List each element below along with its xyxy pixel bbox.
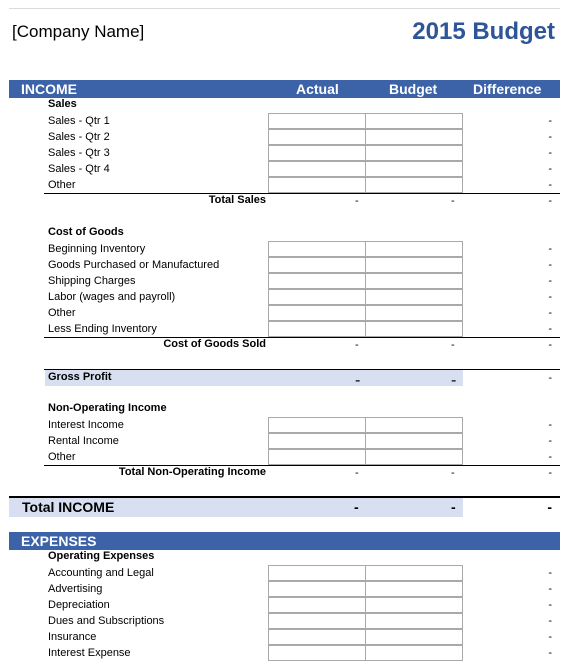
difference-value: -	[548, 435, 552, 447]
section-title: Sales	[48, 98, 77, 110]
actual-value: -	[355, 467, 359, 479]
line-item-label: Advertising	[48, 583, 103, 595]
actual-input-cell[interactable]	[268, 257, 366, 273]
line-item-label: Depreciation	[48, 599, 110, 611]
section-header-sales	[0, 97, 571, 113]
income-heading: INCOME	[21, 81, 77, 97]
section-title: Cost of Goods	[48, 226, 124, 238]
section-header-cogs	[0, 225, 571, 241]
gross-profit-label: Gross Profit	[48, 371, 112, 383]
total-income-label: Total INCOME	[22, 499, 115, 515]
line-item-row	[0, 241, 571, 257]
budget-value: -	[451, 195, 455, 207]
actual-value: -	[355, 195, 359, 207]
line-item-row	[0, 565, 571, 581]
line-item-label: Sales - Qtr 3	[48, 147, 110, 159]
difference-value: -	[548, 583, 552, 595]
difference-value: -	[548, 467, 552, 479]
line-item-row	[0, 321, 571, 337]
total-cogs-row	[0, 337, 571, 353]
total-income-difference: -	[547, 499, 552, 515]
line-item-row	[0, 273, 571, 289]
budget-input-cell[interactable]	[365, 273, 463, 289]
top-border	[9, 8, 560, 9]
difference-value: -	[548, 419, 552, 431]
difference-value: -	[548, 323, 552, 335]
total-label: Cost of Goods Sold	[163, 338, 266, 350]
line-item-label: Interest Income	[48, 419, 124, 431]
line-item-row	[0, 629, 571, 645]
actual-input-cell[interactable]	[268, 145, 366, 161]
actual-input-cell[interactable]	[268, 581, 366, 597]
total-label: Total Sales	[208, 194, 266, 206]
line-item-label: Beginning Inventory	[48, 243, 146, 255]
budget-input-cell[interactable]	[365, 629, 463, 645]
line-item-label: Other	[48, 307, 76, 319]
line-item-row	[0, 449, 571, 465]
line-item-row	[0, 305, 571, 321]
difference-value: -	[548, 195, 552, 207]
budget-input-cell[interactable]	[365, 113, 463, 129]
budget-input-cell[interactable]	[365, 449, 463, 465]
actual-input-cell[interactable]	[268, 289, 366, 305]
budget-input-cell[interactable]	[365, 417, 463, 433]
budget-input-cell[interactable]	[365, 305, 463, 321]
difference-value: -	[548, 307, 552, 319]
actual-input-cell[interactable]	[268, 321, 366, 337]
actual-input-cell[interactable]	[268, 565, 366, 581]
line-item-label: Interest Expense	[48, 647, 131, 659]
section-header-operating	[0, 549, 571, 565]
section-title: Operating Expenses	[48, 550, 155, 562]
difference-value: -	[548, 115, 552, 127]
section-title: Non-Operating Income	[48, 402, 167, 414]
actual-input-cell[interactable]	[268, 161, 366, 177]
line-item-label: Insurance	[48, 631, 97, 643]
line-item-label: Goods Purchased or Manufactured	[48, 259, 220, 271]
budget-input-cell[interactable]	[365, 597, 463, 613]
difference-value: -	[548, 291, 552, 303]
actual-input-cell[interactable]	[268, 241, 366, 257]
line-item-row	[0, 145, 571, 161]
difference-value: -	[548, 179, 552, 191]
actual-input-cell[interactable]	[268, 629, 366, 645]
difference-value: -	[548, 599, 552, 611]
budget-input-cell[interactable]	[365, 161, 463, 177]
total-income-row	[9, 498, 463, 517]
line-item-row	[0, 581, 571, 597]
actual-input-cell[interactable]	[268, 305, 366, 321]
line-item-row	[0, 113, 571, 129]
difference-value: -	[548, 275, 552, 287]
line-item-row	[0, 177, 571, 193]
total-sales-row	[0, 193, 571, 209]
line-item-row	[0, 597, 571, 613]
line-item-label: Shipping Charges	[48, 275, 136, 287]
actual-column-header: Actual	[296, 81, 339, 97]
line-item-label: Less Ending Inventory	[48, 323, 157, 335]
line-item-row	[0, 645, 571, 661]
line-item-row	[0, 129, 571, 145]
actual-input-cell[interactable]	[268, 645, 366, 661]
difference-value: -	[548, 372, 552, 384]
difference-value: -	[548, 163, 552, 175]
actual-input-cell[interactable]	[268, 417, 366, 433]
budget-input-cell[interactable]	[365, 581, 463, 597]
difference-value: -	[548, 339, 552, 351]
expenses-heading: EXPENSES	[21, 533, 97, 549]
expenses-header-band	[9, 532, 560, 550]
budget-value: -	[451, 339, 455, 351]
gross-profit-difference	[0, 370, 571, 386]
actual-input-cell[interactable]	[268, 433, 366, 449]
total-non-operating-row	[0, 465, 571, 481]
line-item-label: Rental Income	[48, 435, 119, 447]
difference-value: -	[548, 615, 552, 627]
line-item-label: Accounting and Legal	[48, 567, 154, 579]
budget-input-cell[interactable]	[365, 145, 463, 161]
actual-input-cell[interactable]	[268, 613, 366, 629]
budget-value: -	[451, 372, 457, 389]
line-item-row	[0, 433, 571, 449]
actual-input-cell[interactable]	[268, 113, 366, 129]
line-item-label: Labor (wages and payroll)	[48, 291, 176, 303]
budget-input-cell[interactable]	[365, 289, 463, 305]
budget-input-cell[interactable]	[365, 177, 463, 193]
section-header-non-operating	[0, 401, 571, 417]
actual-input-cell[interactable]	[268, 177, 366, 193]
budget-input-cell[interactable]	[365, 129, 463, 145]
line-item-row	[0, 289, 571, 305]
difference-value: -	[548, 243, 552, 255]
company-name[interactable]: [Company Name]	[12, 22, 145, 41]
page-title: 2015 Budget	[412, 18, 555, 45]
difference-value: -	[548, 567, 552, 579]
difference-value: -	[548, 259, 552, 271]
line-item-row	[0, 613, 571, 629]
actual-input-cell[interactable]	[268, 273, 366, 289]
difference-value: -	[548, 131, 552, 143]
line-item-row	[0, 417, 571, 433]
total-label: Total Non-Operating Income	[118, 466, 266, 478]
budget-input-cell[interactable]	[365, 241, 463, 257]
budget-column-header: Budget	[389, 81, 438, 97]
actual-value: -	[355, 372, 361, 389]
difference-value: -	[548, 147, 552, 159]
budget-value: -	[451, 499, 456, 515]
actual-value: -	[355, 339, 359, 351]
actual-value: -	[354, 499, 359, 515]
actual-input-cell[interactable]	[268, 597, 366, 613]
budget-value: -	[451, 467, 455, 479]
income-header-band	[9, 80, 560, 98]
difference-value: -	[548, 647, 552, 659]
budget-input-cell[interactable]	[365, 613, 463, 629]
difference-value: -	[548, 451, 552, 463]
line-item-label: Other	[48, 179, 76, 191]
budget-input-cell[interactable]	[365, 645, 463, 661]
line-item-row	[0, 257, 571, 273]
line-item-label: Sales - Qtr 4	[48, 163, 110, 175]
actual-input-cell[interactable]	[268, 129, 366, 145]
line-item-row	[0, 161, 571, 177]
budget-input-cell[interactable]	[365, 565, 463, 581]
budget-input-cell[interactable]	[365, 433, 463, 449]
line-item-label: Sales - Qtr 1	[48, 115, 110, 127]
actual-input-cell[interactable]	[268, 449, 366, 465]
line-item-label: Dues and Subscriptions	[48, 615, 165, 627]
line-item-label: Other	[48, 451, 76, 463]
budget-input-cell[interactable]	[365, 257, 463, 273]
line-item-label: Sales - Qtr 2	[48, 131, 110, 143]
budget-input-cell[interactable]	[365, 321, 463, 337]
difference-column-header: Difference	[473, 81, 542, 97]
difference-value: -	[548, 631, 552, 643]
